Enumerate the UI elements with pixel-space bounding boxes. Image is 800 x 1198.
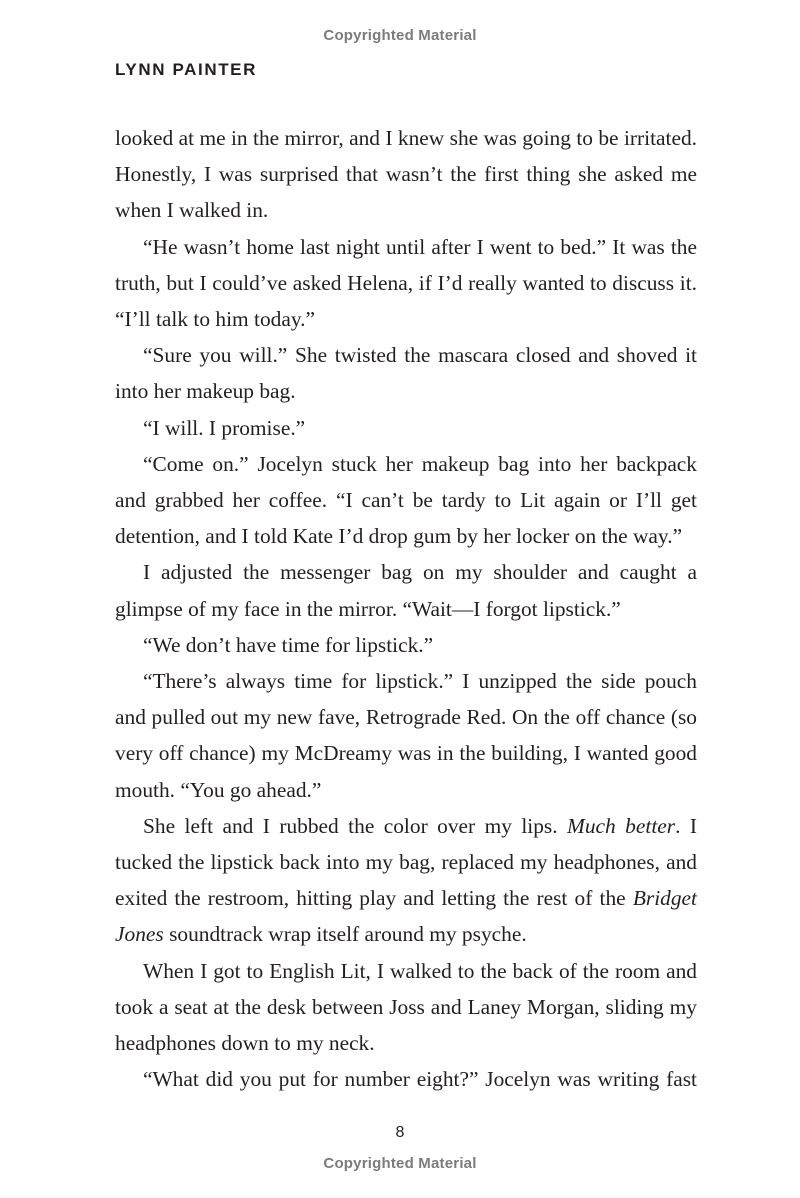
italic-phrase-much-better: Much better bbox=[567, 813, 676, 838]
italic-title-bridget-jones: Bridget Jones bbox=[115, 886, 697, 947]
paragraph-1: looked at me in the mirror, and I knew she was going to be irritated. Honestly, I was surprised that wasn’t the first thing she asked me when I walked in. bbox=[115, 126, 697, 223]
running-head-author: LYNN PAINTER bbox=[115, 60, 257, 79]
paragraph-9-pre: She left and I rubbed the color over my lips. bbox=[143, 813, 568, 838]
paragraph-8: “There’s always time for lipstick.” I unzipped the side pouch and pulled out my new fave, Retrograde Red. On the off chance (so very off chance) my McDreamy was in the building, I wanted good mouth. “You go ahead.” bbox=[115, 669, 697, 802]
paragraph-9 bbox=[115, 808, 697, 953]
paragraph-3: “Sure you will.” She twisted the mascara closed and shoved it into her makeup bag. bbox=[115, 343, 697, 404]
paragraph-2: “He wasn’t home last night until after I went to bed.” It was the truth, but I could’ve asked Helena, if I’d really wanted to discuss it. “I’ll talk to him today.” bbox=[115, 234, 697, 332]
paragraph-10: When I got to English Lit, I walked to the back of the room and took a seat at the desk between Joss and Laney Morgan, sliding my headphones down to my neck. bbox=[115, 958, 697, 1056]
body-text bbox=[115, 120, 697, 1097]
paragraph-9-post: soundtrack wrap itself around my psyche. bbox=[163, 922, 527, 947]
paragraph-9-mid: . I tucked the lipstick back into my bag, replaced my headphones, and exited the restroom, hitting play and letting the rest of the bbox=[115, 813, 698, 911]
paragraph-7: “We don’t have time for lipstick.” bbox=[143, 632, 434, 657]
paragraph-11: “What did you put for number eight?” Jocelyn was writing fast bbox=[143, 1067, 697, 1092]
copyright-watermark-bottom: Copyrighted Material bbox=[323, 1155, 477, 1172]
page-number: 8 bbox=[395, 1124, 405, 1141]
copyright-watermark-top: Copyrighted Material bbox=[323, 27, 477, 44]
paragraph-5: “Come on.” Jocelyn stuck her makeup bag into her backpack and grabbed her coffee. “I can’t be tardy to Lit again or I’ll get detention, and I told Kate I’d drop gum by her locker on the way.” bbox=[115, 451, 697, 549]
paragraph-4: “I will. I promise.” bbox=[143, 415, 306, 440]
paragraph-6: I adjusted the messenger bag on my shoulder and caught a glimpse of my face in the mirror. “Wait—I forgot lipstick.” bbox=[115, 560, 697, 621]
